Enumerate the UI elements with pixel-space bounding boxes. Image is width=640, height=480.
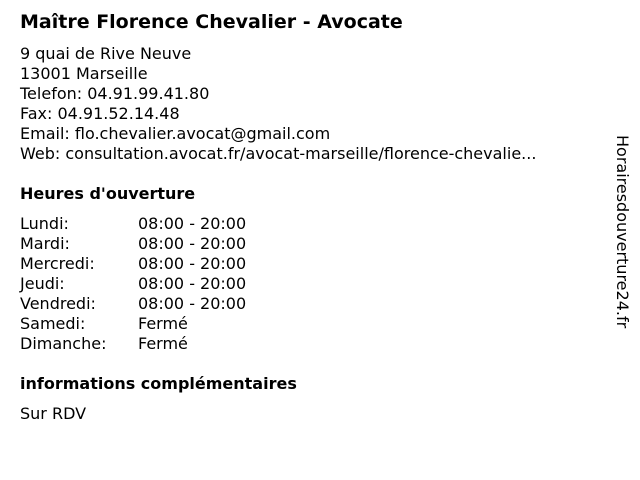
hours-row: [20, 294, 246, 314]
additional-info-note: Sur RDV: [20, 404, 87, 423]
hours-day: Mardi:: [20, 234, 70, 253]
hours-row: [20, 214, 246, 234]
hours-day: Mercredi:: [20, 254, 95, 273]
hours-time: Fermé: [138, 314, 188, 333]
contact-info: [20, 44, 536, 164]
hours-row: [20, 314, 246, 334]
hours-time: 08:00 - 20:00: [138, 294, 247, 313]
hours-row: [20, 234, 246, 254]
hours-row: [20, 254, 246, 274]
hours-time: 08:00 - 20:00: [138, 274, 247, 293]
hours-time: 08:00 - 20:00: [138, 254, 247, 273]
web-line[interactable]: Web: consultation.avocat.fr/avocat-marseille/florence-chevalie...: [20, 144, 537, 163]
address-line-city: 13001 Marseille: [20, 64, 148, 83]
hours-day: Jeudi:: [20, 274, 65, 293]
hours-day: Dimanche:: [20, 334, 107, 353]
address-line-street: 9 quai de Rive Neuve: [20, 44, 192, 63]
opening-hours-list: [20, 214, 246, 354]
additional-info-heading: informations complémentaires: [20, 374, 297, 393]
hours-time: Fermé: [138, 334, 188, 353]
fax-line: Fax: 04.91.52.14.48: [20, 104, 180, 123]
hours-time: 08:00 - 20:00: [138, 234, 247, 253]
hours-day: Lundi:: [20, 214, 69, 233]
site-brand-vertical[interactable]: Horairesdouverture24.fr: [613, 135, 632, 329]
hours-day: Samedi:: [20, 314, 86, 333]
email-line[interactable]: Email: flo.chevalier.avocat@gmail.com: [20, 124, 331, 143]
hours-row: [20, 334, 246, 354]
business-title: Maître Florence Chevalier - Avocate: [20, 11, 403, 33]
phone-line[interactable]: Telefon: 04.91.99.41.80: [20, 84, 210, 103]
hours-day: Vendredi:: [20, 294, 96, 313]
opening-hours-heading: Heures d'ouverture: [20, 184, 196, 203]
hours-time: 08:00 - 20:00: [138, 214, 247, 233]
hours-row: [20, 274, 246, 294]
